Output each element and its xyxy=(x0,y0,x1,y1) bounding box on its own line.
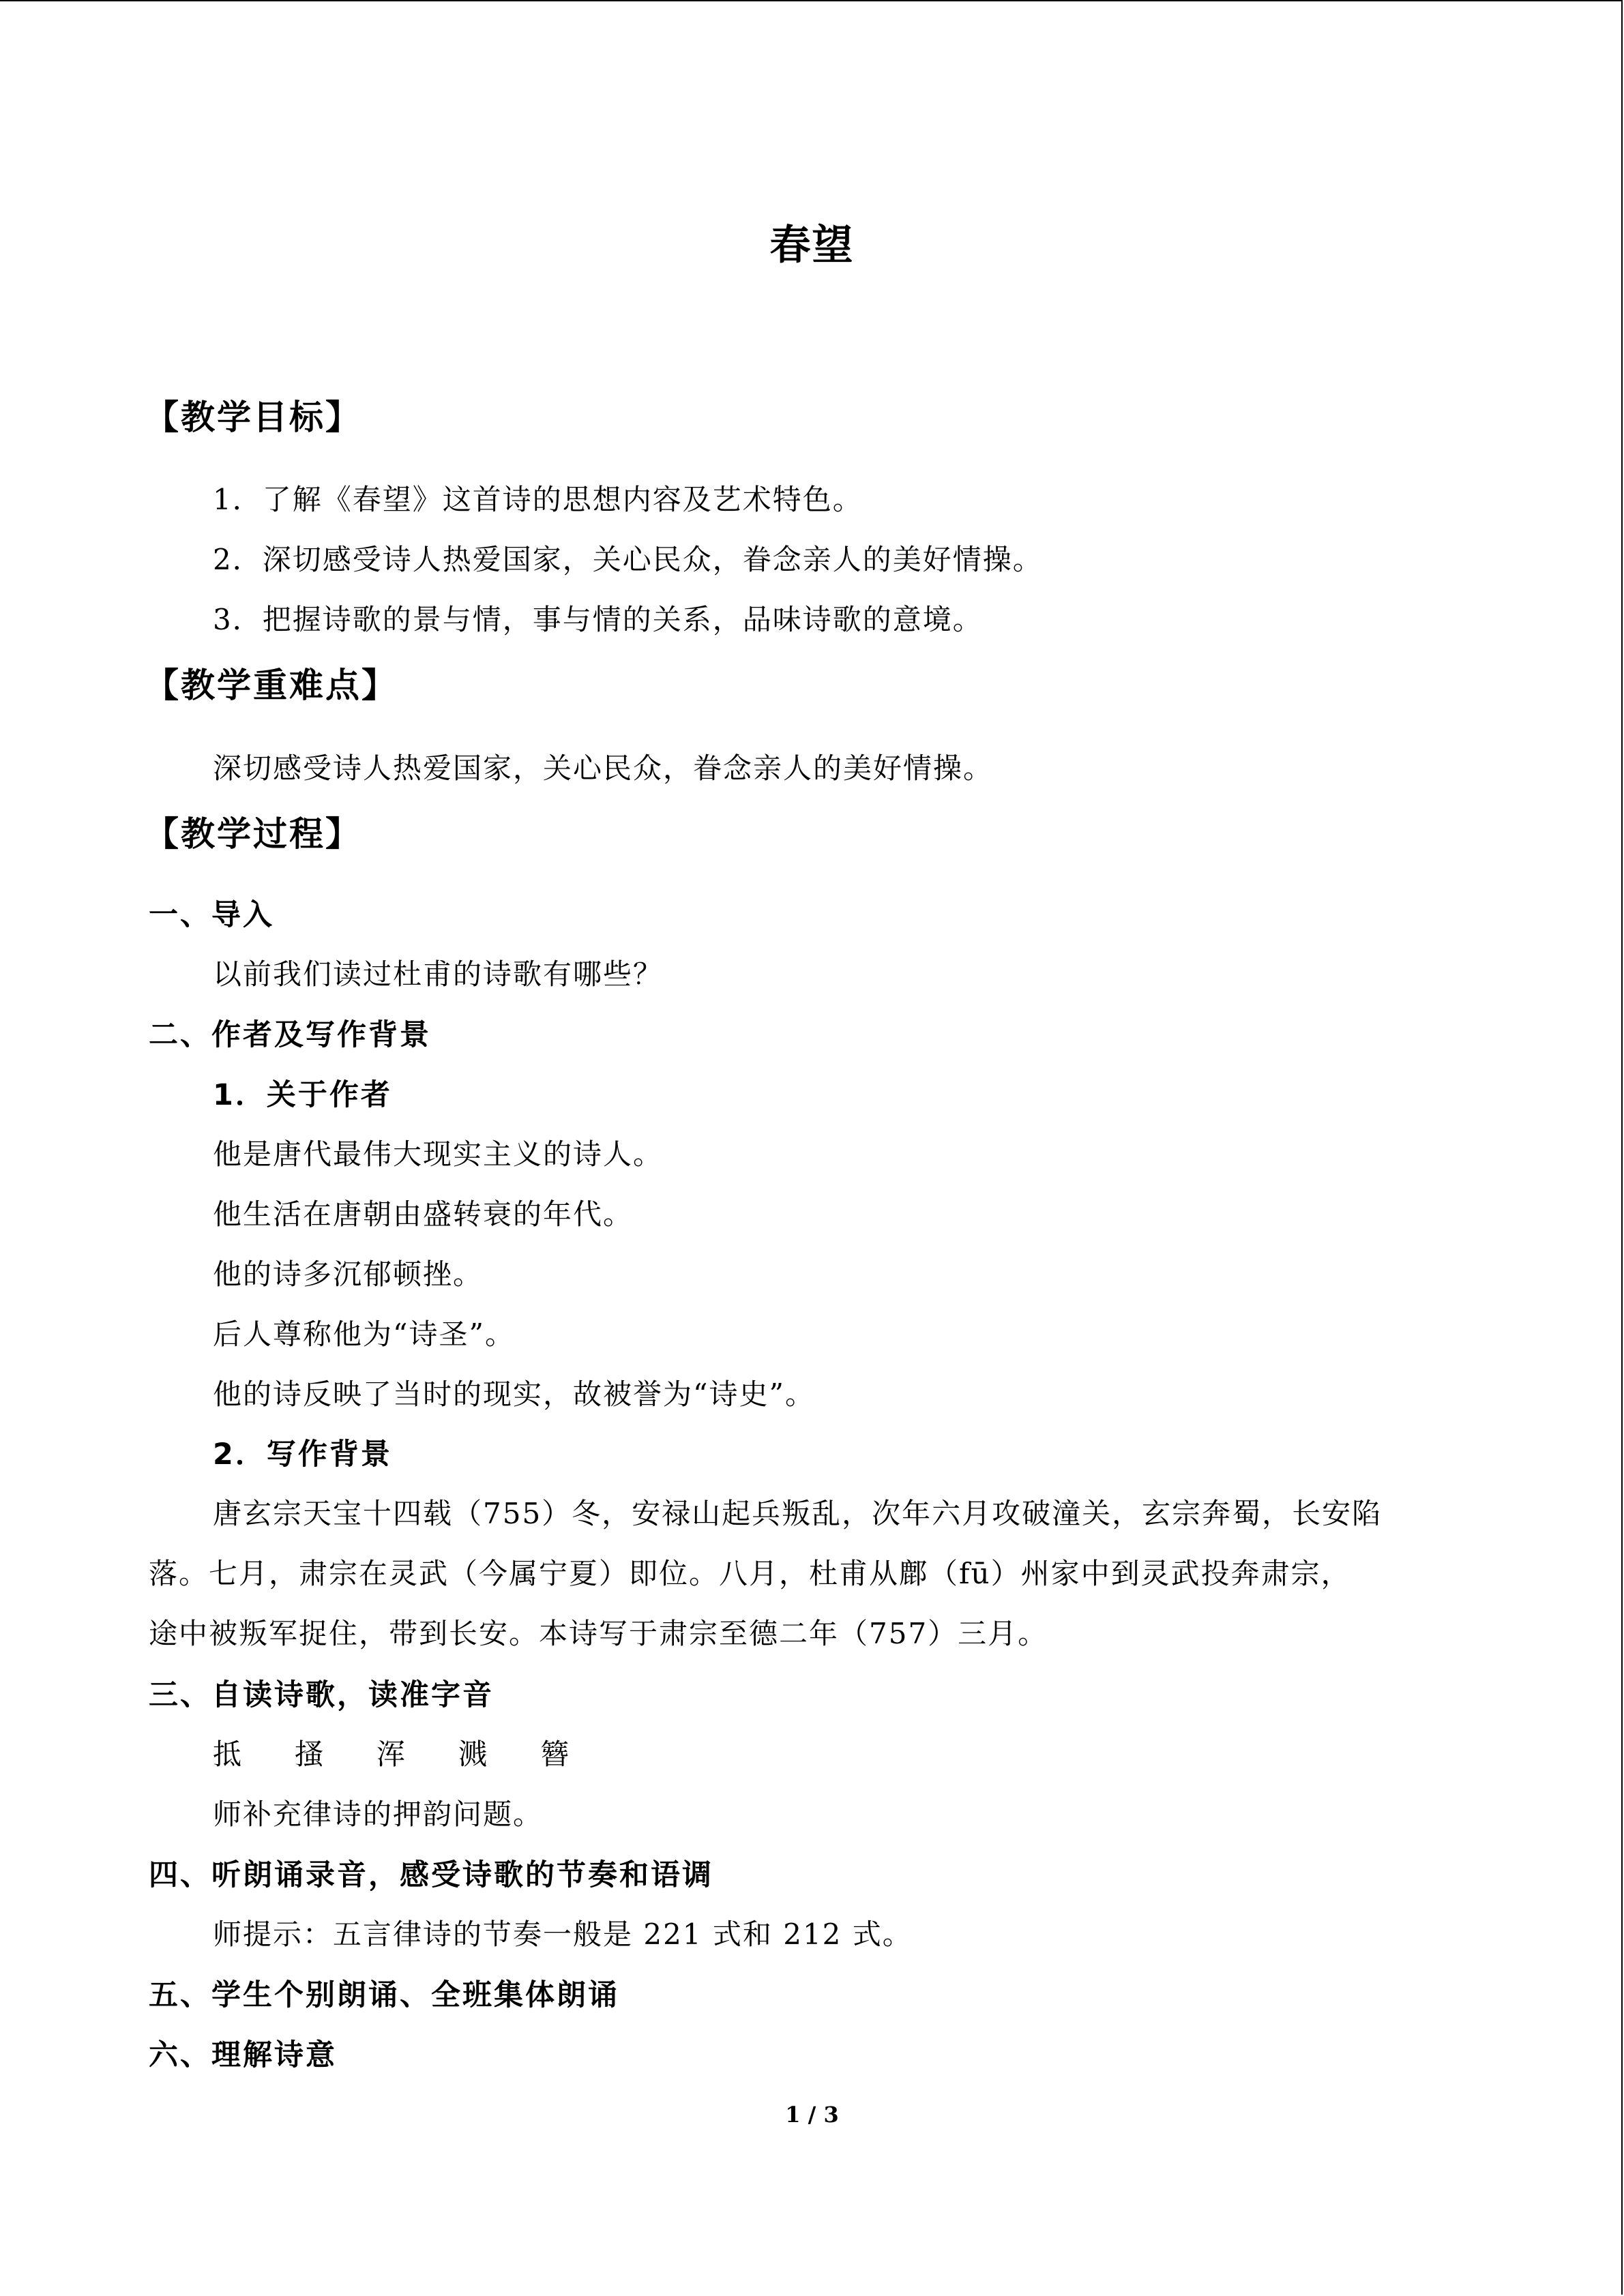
section-3-text: 师补充律诗的押韵问题。 xyxy=(213,1798,544,1831)
page-title: 春望 xyxy=(769,222,855,269)
author-line-4: 后人尊称他为“诗圣”。 xyxy=(213,1317,515,1351)
section-6-title: 六、理解诗意 xyxy=(149,2038,337,2072)
key-points-text: 深切感受诗人热爱国家，关心民众，眷念亲人的美好情操。 xyxy=(213,751,994,785)
pronunciation-char: 抵 xyxy=(213,1738,243,1771)
author-line-1: 他是唐代最伟大现实主义的诗人。 xyxy=(213,1137,664,1171)
subsection-background-title: 2．写作背景 xyxy=(213,1437,392,1472)
objective-item-1: 1．了解《春望》这首诗的思想内容及艺术特色。 xyxy=(213,483,863,516)
pronunciation-char: 搔 xyxy=(295,1738,325,1771)
section-5-title: 五、学生个别朗诵、全班集体朗诵 xyxy=(149,1978,619,2012)
heading-objectives: 【教学目标】 xyxy=(145,398,361,437)
subsection-author-title: 1．关于作者 xyxy=(213,1078,392,1112)
author-line-5: 他的诗反映了当时的现实，故被誉为“诗史”。 xyxy=(213,1377,815,1411)
background-line-2: 落。七月，肃宗在灵武（今属宁夏）即位。八月，杜甫从鄜（fū）州家中到灵武投奔肃宗， xyxy=(149,1557,1351,1590)
pronunciation-char: 浑 xyxy=(377,1738,407,1771)
heading-process: 【教学过程】 xyxy=(145,814,361,854)
pronunciation-chars xyxy=(213,1732,622,1773)
author-line-2: 他生活在唐朝由盛转衰的年代。 xyxy=(213,1197,634,1231)
page-number: 1 / 3 xyxy=(785,2102,839,2128)
author-line-3: 他的诗多沉郁顿挫。 xyxy=(213,1257,484,1291)
section-3-title: 三、自读诗歌，读准字音 xyxy=(149,1678,494,1712)
background-line-1: 唐玄宗天宝十四载（755）冬，安禄山起兵叛乱，次年六月攻破潼关，玄宗奔蜀，长安陷 xyxy=(213,1497,1383,1530)
pronunciation-char: 簪 xyxy=(540,1738,571,1771)
objective-item-3: 3．把握诗歌的景与情，事与情的关系，品味诗歌的意境。 xyxy=(213,603,983,636)
section-4-title: 四、听朗诵录音，感受诗歌的节奏和语调 xyxy=(149,1858,713,1892)
section-1-text: 以前我们读过杜甫的诗歌有哪些？ xyxy=(213,957,664,991)
pronunciation-char: 溅 xyxy=(458,1738,489,1771)
background-line-3: 途中被叛军捉住，带到长安。本诗写于肃宗至德二年（757）三月。 xyxy=(149,1617,1048,1650)
heading-key-points: 【教学重难点】 xyxy=(145,666,398,705)
section-1-title: 一、导入 xyxy=(149,898,274,932)
objective-item-2: 2．深切感受诗人热爱国家，关心民众，眷念亲人的美好情操。 xyxy=(213,543,1043,576)
section-2-title: 二、作者及写作背景 xyxy=(149,1018,431,1052)
section-4-text: 师提示：五言律诗的节奏一般是 221 式和 212 式。 xyxy=(213,1918,913,1951)
